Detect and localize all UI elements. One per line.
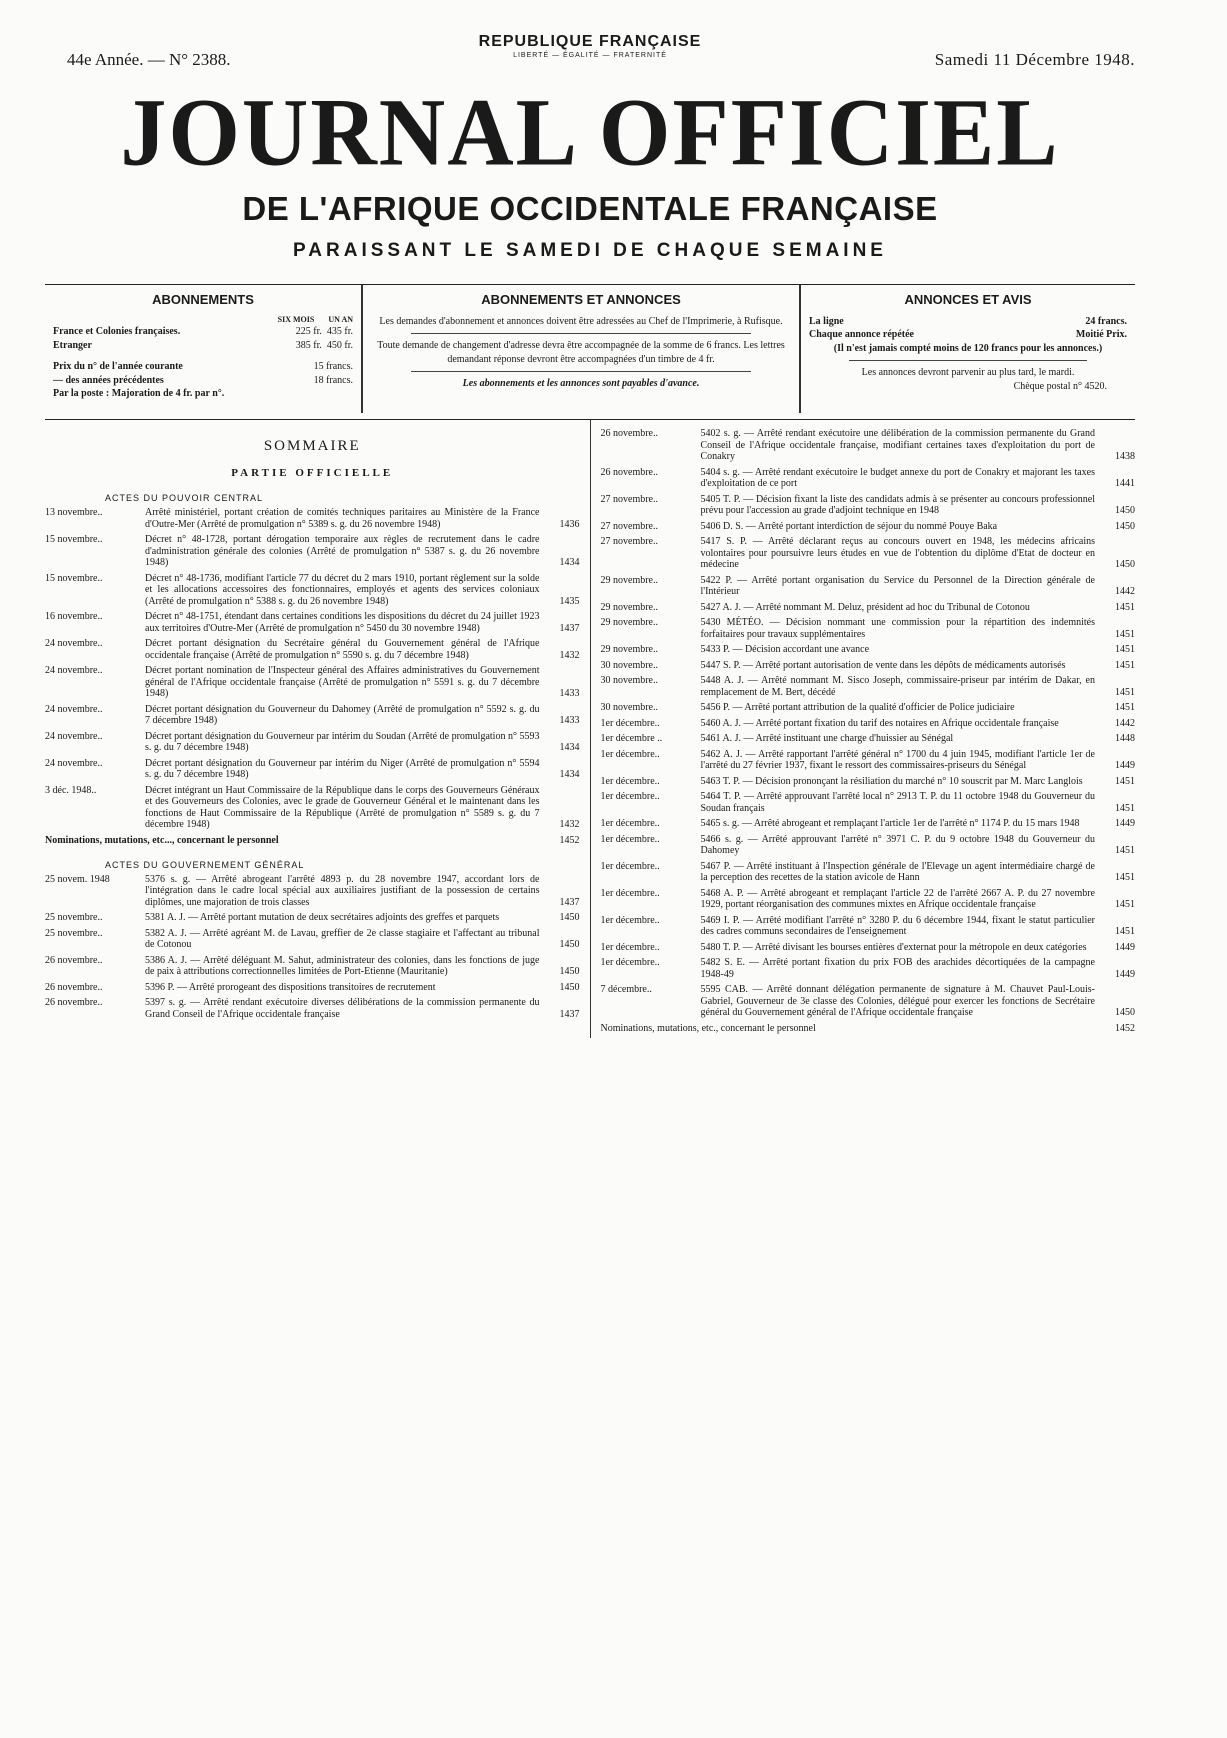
entry-page: 1450	[559, 912, 580, 923]
entry-page: 1449	[1115, 818, 1135, 829]
col-six-mois: SIX MOIS	[277, 314, 315, 324]
entry-page: 1451	[1115, 926, 1135, 937]
entry-page: 1451	[1115, 702, 1135, 713]
entry-text: Décret portant désignation du Gouverneur par intérim du Niger (Arrêté de promulgation n° 5594 s. g. du 7 décembre 1948)	[145, 757, 540, 780]
entry-date: 25 novembre..	[45, 912, 103, 923]
abon-row-etranger	[53, 339, 353, 353]
entry-date: 27 novembre..	[600, 536, 658, 547]
entry-page: 1448	[1115, 733, 1135, 744]
sommaire-entry	[601, 467, 1136, 490]
annonces-l2-val: Moitié Prix.	[1075, 329, 1127, 341]
abon-annonces-p3: Les abonnements et les annonces sont payables d'avance.	[462, 378, 700, 390]
head-pouvoir-central: ACTES DU POUVOIR CENTRAL	[105, 493, 264, 503]
sommaire-entry	[601, 888, 1136, 911]
abon-annonces-p2: Toute demande de changement d'adresse devra être accompagnée de la somme de 6 francs. Les lettres demandant réponse devront être accompagnées d'un timbre de 4 fr.	[377, 340, 785, 365]
sommaire-entry	[601, 675, 1136, 698]
entry-date: 29 novembre..	[600, 644, 658, 655]
abon-row2-an: 450 fr.	[326, 339, 353, 351]
sommaire-entry	[601, 776, 1136, 788]
sommaire-entry	[601, 718, 1136, 730]
abon-row1-six: 225 fr.	[295, 326, 322, 338]
sommaire-left-column	[45, 420, 590, 1038]
abon-row-poste: Par la poste : Majoration de 4 fr. par n°.	[53, 388, 225, 400]
annonces-l1-label: La ligne	[809, 315, 844, 327]
annonces-ligne	[809, 315, 1127, 329]
sommaire-entry	[45, 982, 580, 994]
entry-text: 5405 T. P. — Décision fixant la liste des candidats admis à se présenter au concours professionnel prévu pour l'accession au grade d'adjoint technique en 1948	[700, 493, 1095, 516]
abon-row2-six: 385 fr.	[295, 339, 322, 351]
entry-date: 26 novembre..	[45, 954, 103, 966]
motto: LIBERTÉ — ÉGALITÉ — FRATERNITÉ	[513, 52, 667, 59]
sommaire-title: SOMMAIRE	[263, 438, 361, 454]
sommaire-entry	[601, 749, 1136, 772]
entry-page: 1451	[1115, 775, 1135, 787]
entry-date: 24 novembre..	[45, 703, 103, 715]
entry-date: 30 novembre..	[600, 702, 658, 713]
entry-page: 1451	[1115, 628, 1135, 640]
divider	[411, 371, 751, 372]
entry-date: 13 novembre..	[45, 507, 103, 518]
entry-text: 5433 P. — Décision accordant une avance	[700, 644, 870, 655]
entry-text: 5381 A. J. — Arrêté portant mutation de deux secrétaires adjoints des greffes et parquets	[145, 912, 500, 923]
abonnements-box	[45, 285, 361, 413]
abon-row4-label: — des années précédentes	[53, 374, 164, 386]
sommaire-entry	[45, 955, 580, 978]
annonces-delai: Les annonces devront parvenir au plus tard, le mardi.	[861, 367, 1075, 379]
abon-row3-label: Prix du n° de l'année courante	[53, 361, 183, 373]
divider	[411, 333, 751, 334]
entry-page: 1437	[559, 622, 580, 634]
entry-date: 27 novembre..	[600, 520, 658, 532]
entry-text: 5397 s. g. — Arrêté rendant exécutoire diverses délibérations de la commission permanente du Grand Conseil de l'Afrique occidentale française	[145, 997, 540, 1020]
top-line	[45, 30, 1135, 69]
entry-page: 1437	[559, 1008, 580, 1020]
entry-text: 5480 T. P. — Arrêté divisant les bourses entières d'externat pour la métropole en deux catégories	[700, 941, 1087, 953]
entry-text: 5466 s. g. — Arrêté approuvant l'arrêté n° 3971 C. P. du 9 octobre 1948 du Gouverneur du Dahomey	[700, 833, 1095, 856]
sommaire-entry	[601, 494, 1136, 517]
entry-text: 5461 A. J. — Arrêté instituant une charge d'huissier au Sénégal	[700, 733, 954, 744]
entry-page: 1451	[1115, 601, 1135, 613]
abon-row-anciens	[53, 374, 353, 388]
entry-page: 1433	[559, 688, 580, 699]
sommaire-entry	[601, 602, 1136, 614]
sommaire-entry	[601, 818, 1136, 830]
sommaire-entry	[601, 617, 1136, 640]
abon-row2-label: Etranger	[53, 339, 92, 351]
entry-date: 1er décembre..	[600, 818, 660, 829]
entry-text: 5430 MÉTÉO. — Décision nommant une commission pour la répartition des indemnités forfaitaires pour travaux supplémentaires	[700, 617, 1095, 640]
sommaire-entry	[45, 507, 580, 530]
entry-text: 5386 A. J. — Arrêté déléguant M. Sahut, administrateur des colonies, dans les fonctions de juge de paix à attributions correctionnelles limitées de Port-Etienne (Mauritanie)	[145, 954, 540, 977]
sommaire-entry	[45, 638, 580, 661]
entry-date: 1er décembre..	[600, 775, 660, 787]
sommaire-entry	[601, 733, 1136, 745]
entry-text: 5376 s. g. — Arrêté abrogeant l'arrêté 4893 p. du 28 novembre 1947, accordant lors de l'intégration dans le cadre local spécial aux auxiliaires justifiant de la possession de certains diplômes, une majoration de trois classes	[145, 873, 540, 908]
sommaire-right-column	[590, 420, 1136, 1038]
annonces-box	[801, 285, 1135, 413]
annonces-cheque: Chèque postal n° 4520.	[1013, 380, 1107, 392]
entry-page: 1434	[559, 557, 580, 568]
entry-text: 5427 A. J. — Arrêté nommant M. Deluz, président ad hoc du Tribunal de Cotonou	[700, 601, 1030, 613]
sommaire-entry	[45, 997, 580, 1020]
entry-text: 5482 S. E. — Arrêté portant fixation du prix FOB des arachides décortiquées de la campagne 1948-49	[700, 957, 1095, 980]
entry-page: 1432	[559, 819, 580, 830]
sommaire-entry	[601, 521, 1136, 533]
entry-text: 5595 CAB. — Arrêté donnant délégation permanente de signature à M. Chauvet Paul-Louis-Gabriel, Gouverneur de 3e classe des Colonies, délégué pour exercer les fonctions de Secrétaire général du Gouvernement général de l'Afrique occidentale française	[700, 984, 1095, 1018]
entry-date: 26 novembre..	[600, 428, 658, 439]
entry-date: 27 novembre..	[600, 493, 658, 505]
sommaire-entry	[45, 665, 580, 700]
nominations-right	[601, 1023, 1136, 1034]
entry-text: 5463 T. P. — Décision prononçant la résiliation du marché n° 10 souscrit par M. Marc Langlois	[700, 775, 1083, 787]
year-issue: 44e Année. — N° 2388.	[67, 50, 231, 69]
subtitle: DE L'AFRIQUE OCCIDENTALE FRANÇAISE	[242, 190, 938, 227]
entry-date: 1er décembre..	[600, 957, 660, 968]
partie-officielle: PARTIE OFFICIELLE	[231, 467, 394, 479]
annonces-repetee	[809, 328, 1127, 342]
entry-date: 30 novembre..	[600, 675, 658, 686]
abon-annonces-p1: Les demandes d'abonnement et annonces doivent être adressées au Chef de l'Imprimerie, à Rufisque.	[379, 315, 783, 327]
sommaire-entry	[601, 575, 1136, 598]
abon-row4-val: 18 francs.	[313, 374, 353, 386]
annonces-title: ANNONCES ET AVIS	[904, 292, 1032, 307]
annonces-l1-val: 24 francs.	[1085, 315, 1127, 327]
entry-text: 5460 A. J. — Arrêté portant fixation du tarif des notaires en Afrique occidentale française	[700, 717, 1059, 729]
entry-date: 30 novembre..	[600, 659, 658, 671]
entry-page: 1450	[1115, 505, 1135, 516]
entry-text: 5462 A. J. — Arrêté rapportant l'arrêté général n° 1700 du 4 juin 1945, modifiant l'article 1er de l'arrêté du 27 février 1937, fixant le ressort des commissaires-priseurs du Sénégal	[700, 748, 1095, 771]
entry-page: 1451	[1115, 899, 1135, 910]
entry-page: 1449	[1115, 760, 1135, 771]
entry-page: 1451	[1115, 872, 1135, 883]
abon-row1-an: 435 fr.	[326, 326, 353, 338]
entry-date: 7 décembre..	[600, 984, 652, 995]
sommaire-entry	[601, 644, 1136, 656]
entry-page: 1450	[559, 939, 580, 950]
entry-page: 1450	[559, 981, 580, 993]
entry-text: Décret n° 48-1728, portant dérogation temporaire aux règles de recrutement dans le cadre d'administration générale des colonies (Arrêté de promulgation n° 5387 s. g. du 26 novembre 1948)	[145, 534, 540, 568]
tagline: PARAISSANT LE SAMEDI DE CHAQUE SEMAINE	[293, 240, 887, 261]
entry-page: 1438	[1115, 451, 1135, 462]
sommaire-entry	[601, 984, 1136, 1019]
entry-date: 1er décembre..	[600, 941, 660, 953]
list-pouvoir-central	[45, 507, 580, 831]
entry-page: 1450	[1115, 520, 1135, 532]
sommaire-entry	[45, 611, 580, 634]
abonnements-title: ABONNEMENTS	[152, 292, 254, 307]
entry-date: 26 novembre..	[45, 981, 103, 993]
entry-date: 16 novembre..	[45, 611, 103, 622]
divider	[849, 360, 1087, 361]
entry-text: Décret portant désignation du Secrétaire général du Gouvernement général de l'Afrique occidentale française (Arrêté de promulgation n° 5590 s. g. du 7 décembre 1948)	[145, 638, 540, 661]
entry-page: 1450	[559, 966, 580, 977]
entry-date: 24 novembre..	[45, 665, 103, 676]
entry-date: 24 novembre..	[45, 757, 103, 769]
sommaire-entry	[45, 928, 580, 951]
nominations-left	[45, 835, 580, 846]
entry-date: 1er décembre..	[600, 748, 660, 760]
entry-text: 5464 T. P. — Arrêté approuvant l'arrêté local n° 2913 T. P. du 11 octobre 1948 du Gouverneur du Soudan français	[700, 791, 1095, 814]
nominations-right-page: 1452	[1115, 1022, 1135, 1034]
sommaire-entry	[601, 834, 1136, 857]
sommaire-entry	[601, 957, 1136, 980]
annonces-l2-label: Chaque annonce répétée	[809, 329, 914, 341]
entry-text: Décret portant désignation du Gouverneur du Dahomey (Arrêté de promulgation n° 5592 s. g. du 7 décembre 1948)	[145, 703, 540, 726]
entry-text: 5417 S. P. — Arrêté déclarant reçus au concours ouvert en 1948, les médecins africains volontaires pour poursuivre leurs études en vue de l'obtention du diplôme d'Etat de docteur en médecine	[700, 536, 1095, 570]
entry-page: 1451	[1115, 644, 1135, 655]
abonnements-col-headers	[53, 315, 353, 326]
entry-date: 26 novembre..	[45, 997, 103, 1008]
entry-page: 1436	[559, 518, 580, 530]
entry-text: Décret portant désignation du Gouverneur par intérim du Soudan (Arrêté de promulgation n° 5593 s. g. du 7 décembre 1948)	[145, 730, 540, 753]
entry-page: 1434	[559, 742, 580, 753]
entry-date: 25 novem. 1948	[45, 873, 110, 885]
entry-date: 1er décembre..	[600, 860, 660, 872]
entry-text: 5396 P. — Arrêté prorogeant des dispositions transitoires de recrutement	[145, 981, 436, 993]
abon-row3-val: 15 francs.	[313, 361, 353, 373]
entry-date: 25 novembre..	[45, 927, 103, 939]
entry-text: Décret portant nomination de l'Inspecteur général des Affaires administratives du Gouvernement général de l'Afrique occidentale française (Arrêté de promulgation n° 5591 s. g. du 7 décembre 1948)	[145, 665, 540, 699]
sommaire-entry	[45, 731, 580, 754]
sommaire-entry	[601, 536, 1136, 571]
sommaire-entry	[45, 758, 580, 781]
sommaire-entry	[601, 660, 1136, 672]
entry-page: 1451	[1115, 845, 1135, 856]
entry-date: 29 novembre..	[600, 617, 658, 628]
abon-annonces-box	[361, 285, 801, 413]
sommaire-entry	[45, 785, 580, 831]
entry-date: 1er décembre ..	[600, 733, 663, 744]
sommaire-entry	[601, 428, 1136, 463]
entry-text: Décret n° 48-1736, modifiant l'article 77 du décret du 2 mars 1910, portant règlement sur la solde et les allocations accessoires des fonctionnaires, employés et agents des services coloniaux (Arrêté de promulgation n° 5388 s. g. du 26 novembre 1948)	[145, 572, 540, 607]
entry-date: 29 novembre..	[600, 574, 658, 586]
list-gouvernement-general	[45, 874, 580, 1021]
subscription-strip	[45, 284, 1135, 413]
sommaire-entry	[45, 534, 580, 569]
sommaire	[45, 419, 1135, 1038]
list-gouvernement-general-cont	[601, 428, 1136, 1019]
sommaire-entry	[601, 942, 1136, 954]
entry-page: 1442	[1115, 717, 1135, 729]
entry-date: 1er décembre..	[600, 887, 660, 899]
entry-text: 5382 A. J. — Arrêté agréant M. de Lavau, greffier de 2e classe stagiaire et l'affectant au tribunal de Cotonou	[145, 927, 540, 950]
entry-page: 1441	[1115, 478, 1135, 489]
entry-date: 1er décembre..	[600, 833, 660, 845]
sommaire-entry	[45, 912, 580, 924]
entry-page: 1451	[1115, 659, 1135, 671]
republic-label: REPUBLIQUE FRANÇAISE	[478, 33, 702, 50]
nominations-left-text: Nominations, mutations, etc..., concernant le personnel	[45, 834, 279, 846]
entry-text: 5465 s. g. — Arrêté abrogeant et remplaçant l'article 1er de l'arrêté n° 1174 P. du 15 mars 1948	[700, 818, 1080, 829]
entry-text: 5406 D. S. — Arrêté portant interdiction de séjour du nommé Pouye Baka	[700, 520, 998, 532]
entry-text: Décret n° 48-1751, étendant dans certaines conditions les dispositions du décret du 24 juillet 1923 aux territoires d'Outre-Mer (Arrêté de promulgation n° 5450 du 30 novembre 1948)	[145, 611, 540, 634]
sommaire-entry	[601, 861, 1136, 884]
abon-row1-label: France et Colonies françaises.	[53, 326, 181, 338]
abon-row-france	[53, 325, 353, 339]
entry-page: 1451	[1115, 802, 1135, 814]
entry-page: 1450	[1115, 559, 1135, 570]
entry-page: 1437	[559, 896, 580, 908]
entry-date: 29 novembre..	[600, 601, 658, 613]
entry-date: 15 novembre..	[45, 572, 103, 584]
annonces-minimum: (Il n'est jamais compté moins de 120 francs pour les annonces.)	[833, 342, 1103, 354]
entry-text: 5447 S. P. — Arrêté portant autorisation de vente dans les dépôts de médicaments autorisés	[700, 659, 1066, 671]
entry-date: 26 novembre..	[600, 466, 658, 478]
entry-text: Décret intégrant un Haut Commissaire de la République dans le corps des Gouverneurs Généraux et des Gouverneurs des Colonies, avec le grade de Gouverneur Général et le maintenant dans les fonctions de Haut Commissaire de la République (Arrêté de promulgation n° 5589 s. g. du 7 décembre 1948)	[145, 784, 540, 830]
sommaire-entry	[45, 704, 580, 727]
entry-text: Arrêté ministériel, portant création de comités techniques paritaires au Ministère de la France d'Outre-Mer (Arrêté de promulgation n° 5389 s. g. du 26 novembre 1948)	[145, 507, 540, 530]
entry-page: 1449	[1115, 941, 1135, 953]
issue-date: Samedi 11 Décembre 1948.	[934, 50, 1135, 69]
entry-date: 24 novembre..	[45, 638, 103, 649]
entry-text: 5448 A. J. — Arrêté nommant M. Sisco Joseph, commissaire-priseur par intérim de Dakar, en remplacement de M. Bert, décédé	[700, 675, 1095, 698]
col-un-an: UN AN	[328, 314, 353, 324]
entry-text: 5469 I. P. — Arrêté modifiant l'arrêté n° 3280 P. du 6 décembre 1944, fixant le statut particulier des cadres communs secondaires de l'enseignement	[700, 914, 1095, 937]
sommaire-entry	[45, 573, 580, 608]
abon-row-prix	[53, 360, 353, 374]
nominations-right-text: Nominations, mutations, etc., concernant le personnel	[600, 1022, 816, 1034]
entry-text: 5404 s. g. — Arrêté rendant exécutoire le budget annexe du port de Conakry et majorant les taxes d'exploitation de ce port	[700, 466, 1095, 489]
sommaire-entry	[601, 791, 1136, 814]
entry-page: 1432	[559, 649, 580, 661]
sommaire-entry	[601, 702, 1136, 714]
entry-date: 3 déc. 1948..	[45, 784, 97, 796]
entry-text: 5467 P. — Arrêté instituant à l'Inspection générale de l'Elevage un agent intermédiaire chargé de la perception des recettes de la station avicole de Hann	[700, 860, 1095, 883]
entry-date: 1er décembre..	[600, 791, 660, 802]
sommaire-entry	[601, 915, 1136, 938]
entry-page: 1451	[1115, 686, 1135, 698]
sommaire-entry	[45, 874, 580, 909]
entry-text: 5422 P. — Arrêté portant organisation du Service du Personnel de la Direction générale de l'Intérieur	[700, 574, 1095, 597]
entry-date: 1er décembre..	[600, 717, 660, 729]
entry-page: 1434	[559, 769, 580, 780]
entry-text: 5468 A. P. — Arrêté abrogeant et remplaçant l'article 22 de l'arrêté 2667 A. P. du 27 novembre 1929, portant réorganisation des communes mixtes en Afrique occidentale française	[700, 887, 1095, 910]
entry-page: 1442	[1115, 586, 1135, 597]
entry-date: 15 novembre..	[45, 534, 103, 545]
entry-page: 1435	[559, 595, 580, 607]
journal-page	[45, 30, 1135, 1038]
entry-page: 1449	[1115, 968, 1135, 980]
head-gouvernement-general: ACTES DU GOUVERNEMENT GÉNÉRAL	[105, 859, 305, 870]
entry-date: 1er décembre..	[600, 914, 660, 926]
entry-text: 5456 P. — Arrêté portant attribution de la qualité d'officier de Police judiciaire	[700, 702, 1015, 713]
nominations-left-page: 1452	[559, 834, 580, 846]
entry-text: 5402 s. g. — Arrêté rendant exécutoire une délibération de la commission permanente du Grand Conseil de l'Afrique occidentale française, modifiant certaines taxes d'exploitation du port de Conakry	[700, 428, 1095, 462]
abon-annonces-title: ABONNEMENTS ET ANNONCES	[481, 292, 681, 307]
entry-page: 1433	[559, 715, 580, 726]
entry-page: 1450	[1115, 1007, 1135, 1018]
masthead: JOURNAL OFFICIEL	[120, 78, 1060, 186]
entry-date: 24 novembre..	[45, 730, 103, 742]
